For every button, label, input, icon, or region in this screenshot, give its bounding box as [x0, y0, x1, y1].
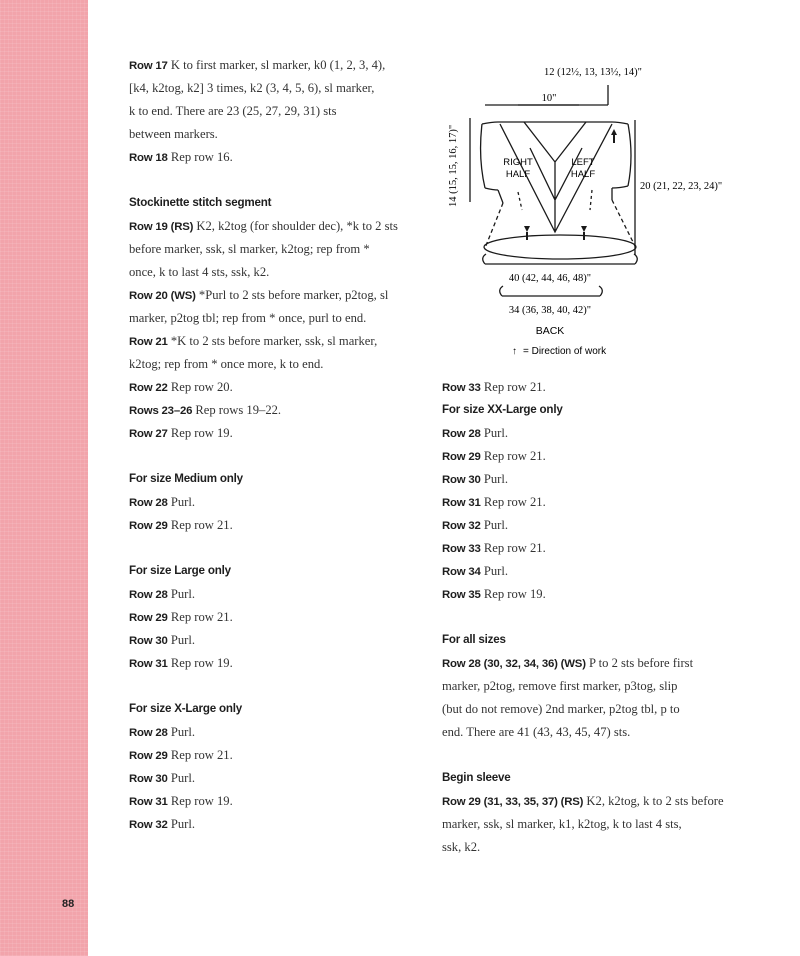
- section-heading: For size Large only: [129, 564, 231, 577]
- back-schematic-diagram: [440, 60, 750, 360]
- bottom-measurement-label: 34 (36, 38, 40, 42)": [508, 305, 592, 316]
- text-line: Row 29 Rep row 21.: [129, 748, 233, 762]
- text-line: Row 29 Rep row 21.: [442, 449, 546, 463]
- text-line: Row 33 Rep row 21.: [442, 380, 546, 394]
- text-line: between markers.: [129, 127, 218, 141]
- text-line: Row 29 (31, 33, 35, 37) (RS) K2, k2tog, k to 2 sts before: [442, 794, 724, 808]
- right-half-label: HALF: [505, 169, 531, 180]
- text-line: Row 35 Rep row 19.: [442, 587, 546, 601]
- text-line: Row 31 Rep row 19.: [129, 656, 233, 670]
- text-line: k2tog; rep from * once more, k to end.: [129, 357, 324, 371]
- text-line: [k4, k2tog, k2] 3 times, k2 (3, 4, 5, 6), sl marker,: [129, 81, 375, 95]
- legend-text: = Direction of work: [523, 346, 607, 357]
- arrow-icon: [524, 226, 530, 240]
- arrow-icon: [611, 129, 617, 143]
- text-line: Row 31 Rep row 19.: [129, 794, 233, 808]
- text-line: Row 27 Rep row 19.: [129, 426, 233, 440]
- text-line: Row 28 (30, 32, 34, 36) (WS) P to 2 sts before first: [442, 656, 694, 670]
- text-line: Row 28 Purl.: [129, 725, 195, 739]
- schematic-caption: BACK: [535, 325, 565, 337]
- hem-measurement-label: 40 (42, 44, 46, 48)": [508, 273, 592, 284]
- text-line: Row 29 Rep row 21.: [129, 518, 233, 532]
- left-half-label: HALF: [570, 169, 596, 180]
- text-line: once, k to last 4 sts, ssk, k2.: [129, 265, 270, 279]
- text-line: Rows 23–26 Rep rows 19–22.: [129, 403, 282, 417]
- top-measurement-label: 12 (12½, 13, 13½, 14)": [544, 67, 642, 78]
- section-heading: For size Medium only: [129, 472, 243, 485]
- text-line: Row 22 Rep row 20.: [129, 380, 233, 394]
- section-heading: Begin sleeve: [442, 771, 511, 784]
- text-line: Row 32 Purl.: [442, 518, 508, 532]
- left-sleeve-outline: [481, 122, 498, 190]
- text-line: marker, p2tog tbl; rep from * once, purl to end.: [129, 311, 367, 325]
- text-line: Row 31 Rep row 21.: [442, 495, 546, 509]
- text-line: marker, ssk, sl marker, k1, k2tog, k to last 4 sts,: [442, 817, 682, 831]
- legend-arrow-icon: ↑: [512, 346, 517, 357]
- text-line: Row 32 Purl.: [129, 817, 195, 831]
- text-line: Row 33 Rep row 21.: [442, 541, 546, 555]
- text-line: Row 29 Rep row 21.: [129, 610, 233, 624]
- text-line: Row 30 Purl.: [442, 472, 508, 486]
- text-line: Row 18 Rep row 16.: [129, 150, 233, 164]
- text-line: Row 30 Purl.: [129, 771, 195, 785]
- text-line: Row 21 *K to 2 sts before marker, ssk, sl marker,: [129, 334, 378, 348]
- section-heading: Stockinette stitch segment: [129, 196, 272, 209]
- section-heading: For all sizes: [442, 633, 506, 646]
- bottom-measure-ends: [500, 286, 603, 296]
- left-measurement-label: 14 (15, 15, 16, 17)": [448, 124, 459, 207]
- text-line: Row 19 (RS) K2, k2tog (for shoulder dec), *k to 2 sts: [129, 219, 398, 233]
- text-line: Row 30 Purl.: [129, 633, 195, 647]
- text-line: Row 28 Purl.: [129, 587, 195, 601]
- text-line: (but do not remove) 2nd marker, p2tog tbl, p to: [442, 702, 680, 716]
- center-measurement-label: 10": [541, 93, 557, 104]
- text-line: before marker, ssk, sl marker, k2tog; rep from *: [129, 242, 370, 256]
- right-measurement-label: 20 (21, 22, 23, 24)": [640, 181, 723, 192]
- text-line: Row 20 (WS) *Purl to 2 sts before marker, p2tog, sl: [129, 288, 389, 302]
- body-side-lines: [485, 200, 636, 248]
- text-line: Row 28 Purl.: [442, 426, 508, 440]
- text-line: Row 17 K to first marker, sl marker, k0 (1, 2, 3, 4),: [129, 58, 386, 72]
- page-number: 88: [62, 898, 75, 910]
- right-half-label: RIGHT: [503, 157, 533, 168]
- section-heading: For size XX-Large only: [442, 403, 563, 416]
- text-line: marker, p2tog, remove first marker, p3tog, slip: [442, 679, 678, 693]
- section-heading: For size X-Large only: [129, 702, 243, 715]
- text-line: end. There are 41 (43, 43, 45, 47) sts.: [442, 725, 631, 739]
- text-line: k to end. There are 23 (25, 27, 29, 31) sts: [129, 104, 337, 118]
- left-half-label: LEFT: [571, 157, 595, 168]
- text-line: Row 28 Purl.: [129, 495, 195, 509]
- text-line: Row 34 Purl.: [442, 564, 508, 578]
- arrow-icon: [581, 226, 587, 240]
- hem-ellipse: [484, 235, 636, 259]
- text-line: ssk, k2.: [442, 840, 481, 854]
- decorative-side-band: [0, 0, 88, 956]
